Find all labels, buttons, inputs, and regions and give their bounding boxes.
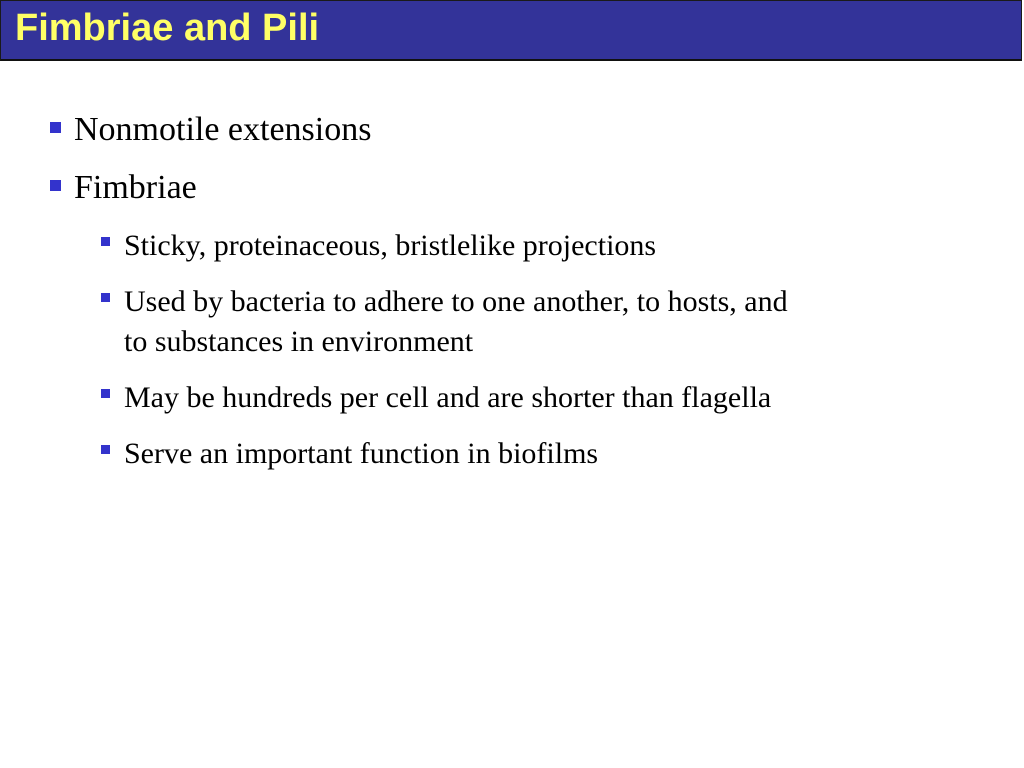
bullet-text: May be hundreds per cell and are shorter than flagella	[124, 381, 772, 414]
square-bullet-icon	[101, 293, 110, 302]
bullet-text: Sticky, proteinaceous, bristlelike projections	[124, 229, 657, 262]
title-bar	[0, 0, 1022, 61]
slide-title: Fimbriae and Pili	[15, 7, 320, 49]
square-bullet-icon	[50, 180, 61, 191]
bullet-text: Fimbriae	[74, 169, 197, 206]
square-bullet-icon	[101, 237, 110, 246]
bullet-text: Nonmotile extensions	[74, 111, 372, 148]
square-bullet-icon	[50, 122, 61, 133]
bullet-text: Serve an important function in biofilms	[124, 437, 599, 470]
square-bullet-icon	[101, 389, 110, 398]
square-bullet-icon	[101, 445, 110, 454]
bullet-text: Used by bacteria to adhere to one another, to hosts, and	[124, 285, 788, 318]
bullet-text-continuation: to substances in environment	[124, 325, 474, 358]
